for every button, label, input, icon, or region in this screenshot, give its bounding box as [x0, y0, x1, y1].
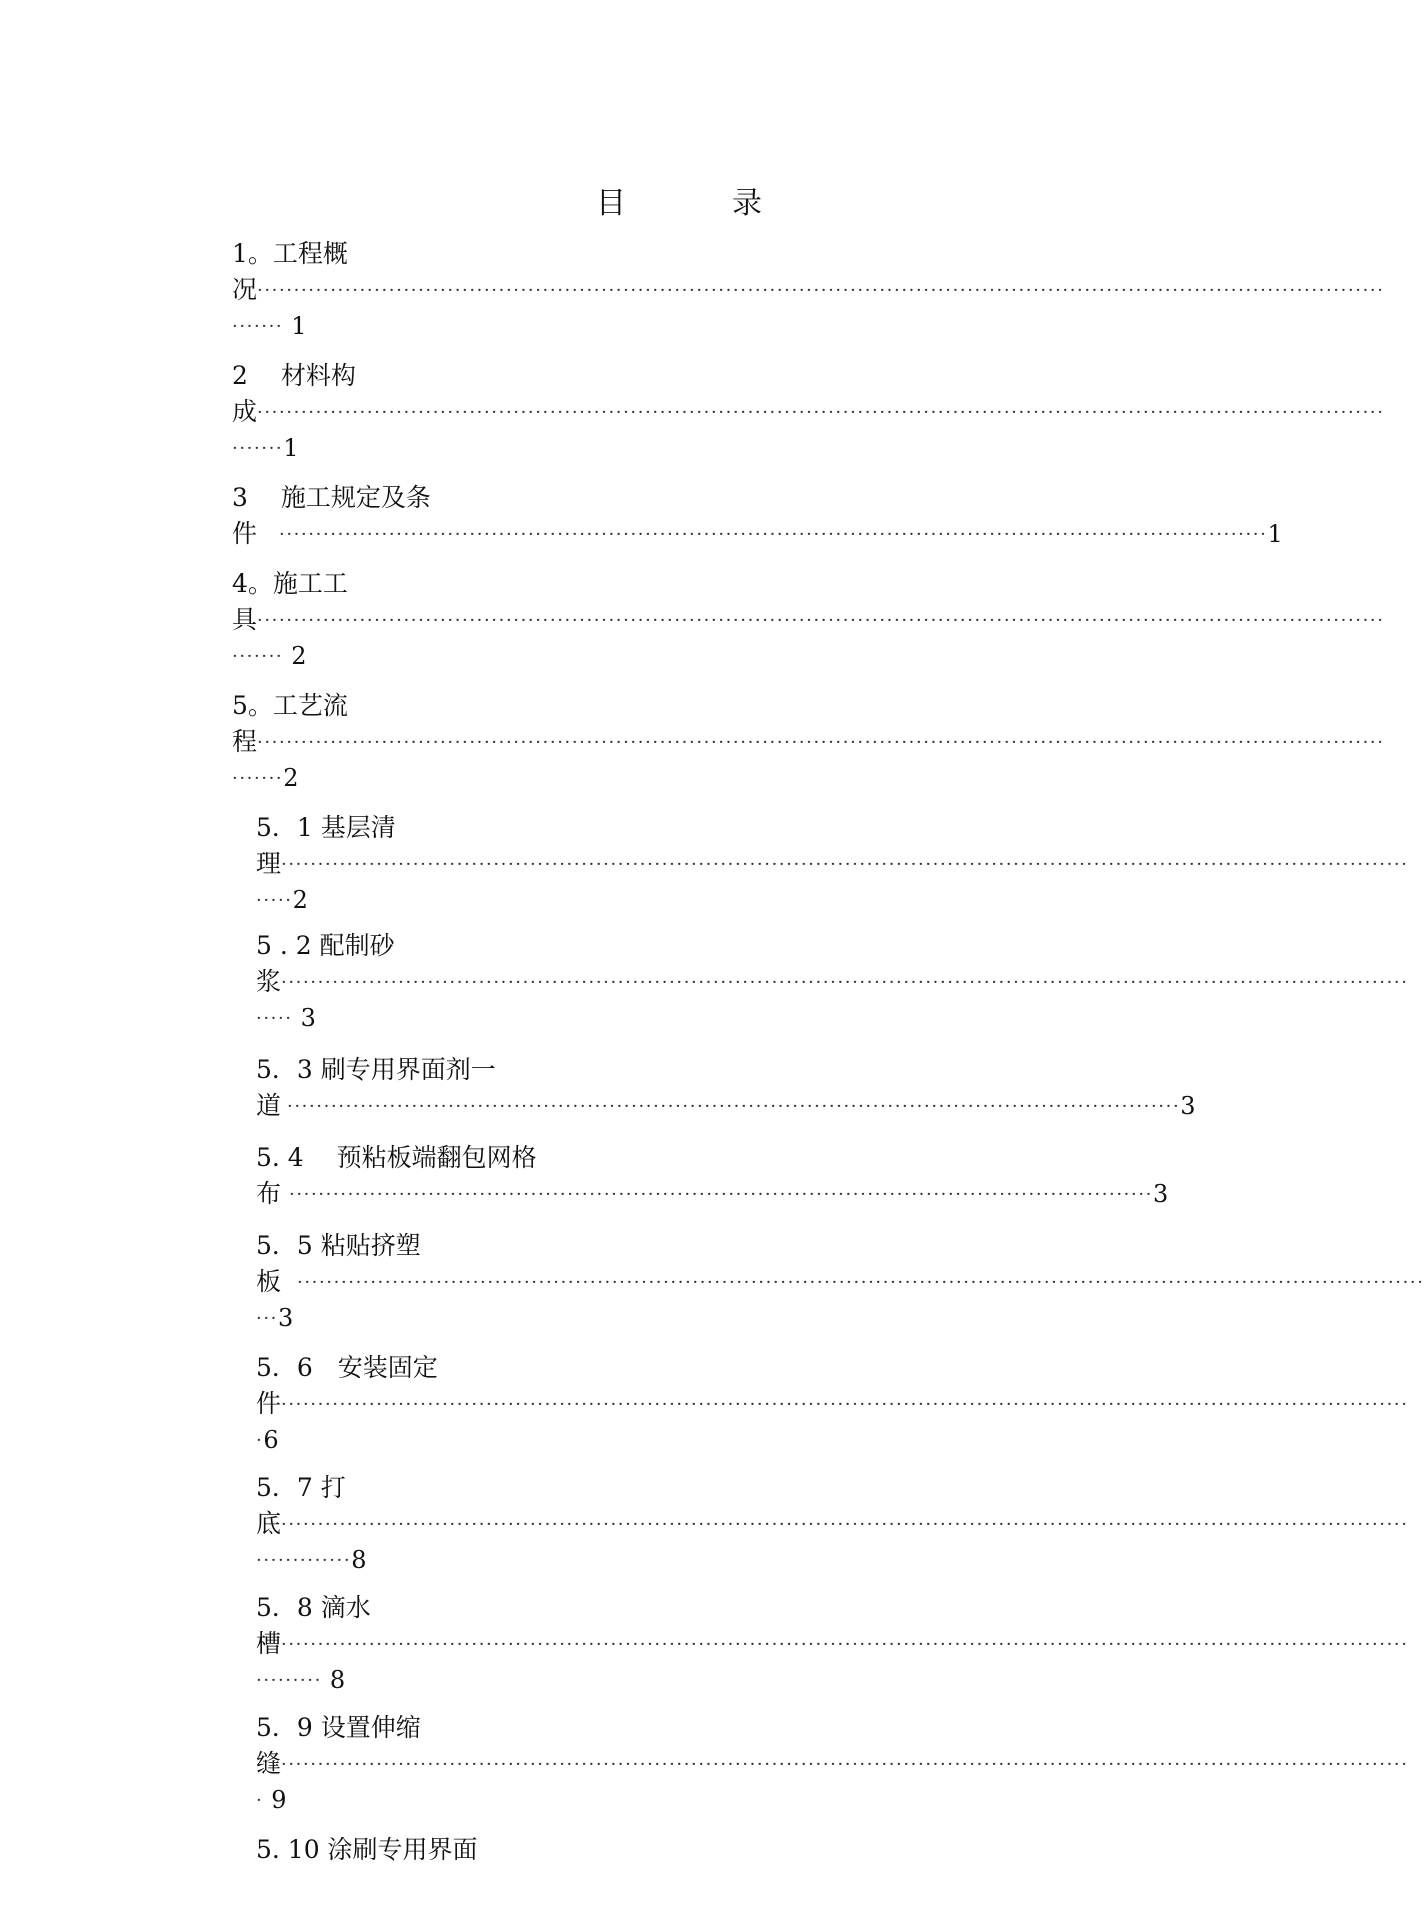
leader-dots: ······································································································································· — [279, 524, 1268, 545]
leader-dots: ······· — [232, 646, 284, 667]
toc-entry-5-3-page: 3 — [1180, 1092, 1196, 1120]
leader-dots: ·························································································································································· — [281, 1394, 1409, 1415]
title-char-2: 录 — [732, 186, 764, 221]
toc-entry-5-7-head[interactable]: 5．7 打 — [256, 1473, 346, 1502]
toc-entry-5-8-page: 8 — [329, 1666, 346, 1694]
toc-entry-5-1-page: 2 — [292, 886, 308, 914]
toc-entry-4-page-line — [232, 638, 307, 674]
toc-entry-5-10-head[interactable]: 5. 10 涂刷专用界面 — [256, 1835, 478, 1864]
leader-dots: ········· — [256, 1670, 322, 1691]
leader-dots: ··· — [256, 1308, 278, 1329]
toc-entry-5-8-head[interactable]: 5．8 滴水 — [256, 1593, 371, 1622]
toc-entry-5-7-tail: 底 — [256, 1509, 282, 1538]
toc-entry-5-8-page-line — [256, 1662, 345, 1698]
toc-entry-5-1-tail: 理 — [256, 849, 282, 878]
leader-dots: ······················································································································ — [289, 1184, 1153, 1205]
toc-entry-5-2-tail: 浆 — [256, 967, 282, 996]
leader-dots: · — [256, 1790, 264, 1811]
toc-entry-5-4-line[interactable] — [256, 1176, 1169, 1212]
leader-dots: ····· — [256, 1008, 293, 1029]
toc-entry-1-line[interactable] — [232, 272, 1385, 308]
toc-entry-5-head[interactable]: 5。工艺流 — [232, 691, 348, 720]
toc-entry-2-tail: 成 — [232, 397, 258, 426]
toc-entry-2-page: 1 — [283, 434, 299, 462]
toc-entry-5-8-line[interactable] — [256, 1626, 1409, 1662]
toc-entry-5-5-page: 3 — [277, 1304, 294, 1332]
toc-entry-5-7-line[interactable] — [256, 1506, 1409, 1542]
toc-entry-5-2-page-line — [256, 1000, 316, 1036]
toc-entry-5-page-line — [232, 760, 299, 796]
leader-dots: ······· — [232, 768, 284, 789]
toc-entry-5-6-head[interactable]: 5．6 安装固定 — [256, 1353, 438, 1382]
toc-entry-5-6-page-line — [256, 1422, 279, 1458]
toc-entry-5-5-tail: 板 — [256, 1267, 282, 1296]
toc-entry-4-line[interactable] — [232, 602, 1385, 638]
toc-entry-5-9-page-line — [256, 1782, 287, 1818]
toc-entry-5-8-tail: 槽 — [256, 1629, 282, 1658]
toc-entry-5-3-head[interactable]: 5．3 刷专用界面剂一 — [256, 1055, 496, 1084]
toc-entry-5-4-page: 3 — [1152, 1180, 1169, 1208]
toc-entry-5-3-tail: 道 — [256, 1091, 282, 1120]
leader-dots: ·························································································································· — [287, 1096, 1181, 1117]
toc-entry-1-head[interactable]: 1。工程概 — [232, 239, 348, 268]
toc-entry-5-9-tail: 缝 — [256, 1749, 282, 1778]
toc-entry-5-3-line[interactable] — [256, 1088, 1196, 1124]
leader-dots: ·························································································································································· — [257, 732, 1385, 753]
toc-entry-2-line[interactable] — [232, 394, 1385, 430]
toc-entry-2-head[interactable]: 2 材料构 — [232, 361, 356, 390]
toc-entry-5-5-page-line — [256, 1300, 293, 1336]
toc-entry-4-page: 2 — [291, 642, 307, 670]
leader-dots: ·························································································································································· — [257, 280, 1385, 301]
toc-entry-5-tail: 程 — [232, 727, 258, 756]
toc-entry-2-page-line — [232, 430, 299, 466]
toc-entry-3-head[interactable]: 3 施工规定及条 — [232, 483, 431, 512]
toc-entry-5-5-head[interactable]: 5．5 粘贴挤塑 — [256, 1231, 421, 1260]
leader-dots: ····· — [256, 890, 293, 911]
leader-dots: ·························································································································································· — [257, 610, 1385, 631]
leader-dots: ······· — [232, 438, 284, 459]
leader-dots: ············· — [256, 1550, 352, 1571]
toc-entry-5-4-head[interactable]: 5. 4 预粘板端翻包网格 — [256, 1143, 537, 1172]
toc-entry-5-2-page: 3 — [300, 1004, 316, 1032]
toc-entry-3-line[interactable] — [232, 516, 1283, 552]
toc-entry-5-2-line[interactable] — [256, 964, 1409, 1000]
toc-entry-5-1-line[interactable] — [256, 846, 1409, 882]
toc-entry-1-tail: 况 — [232, 275, 258, 304]
toc-entry-3-page: 1 — [1267, 520, 1283, 548]
toc-entry-5-7-page: 8 — [351, 1546, 367, 1574]
toc-entry-5-7-page-line — [256, 1542, 366, 1578]
leader-dots: ·························································································································································· — [281, 1634, 1409, 1655]
toc-entry-5-1-page-line — [256, 882, 308, 918]
leader-dots: ······· — [232, 316, 284, 337]
title-char-1: 目 — [596, 186, 628, 221]
toc-entry-1-page-line — [232, 308, 307, 344]
leader-dots: ·························································································································································· — [281, 854, 1409, 875]
toc-entry-5-9-head[interactable]: 5．9 设置伸缩 — [256, 1713, 421, 1742]
toc-entry-5-6-tail: 件 — [256, 1389, 282, 1418]
toc-entry-3-tail: 件 — [232, 519, 258, 548]
toc-entry-1-page: 1 — [291, 312, 307, 340]
leader-dots: ·························································································································································· — [281, 1514, 1409, 1535]
toc-entry-5-6-line[interactable] — [256, 1386, 1409, 1422]
leader-dots: · — [256, 1430, 264, 1451]
toc-entry-5-page: 2 — [283, 764, 299, 792]
toc-entry-5-2-head[interactable]: 5 . 2 配制砂 — [256, 931, 395, 960]
toc-entry-5-9-page: 9 — [271, 1786, 287, 1814]
toc-entry-5-9-line[interactable] — [256, 1746, 1409, 1782]
leader-dots: ·························································································································································· — [257, 402, 1385, 423]
toc-entry-5-1-head[interactable]: 5．1 基层清 — [256, 813, 396, 842]
toc-entry-5-4-tail: 布 — [256, 1179, 282, 1208]
toc-entry-5-line[interactable] — [232, 724, 1385, 760]
toc-entry-4-head[interactable]: 4。施工工 — [232, 569, 348, 598]
leader-dots: ·························································································································································· — [297, 1272, 1425, 1293]
toc-entry-5-6-page: 6 — [263, 1426, 279, 1454]
leader-dots: ·························································································································································· — [281, 972, 1409, 993]
leader-dots: ·························································································································································· — [281, 1754, 1409, 1775]
toc-entry-5-5-line[interactable] — [256, 1264, 1425, 1300]
toc-entry-4-tail: 具 — [232, 605, 258, 634]
